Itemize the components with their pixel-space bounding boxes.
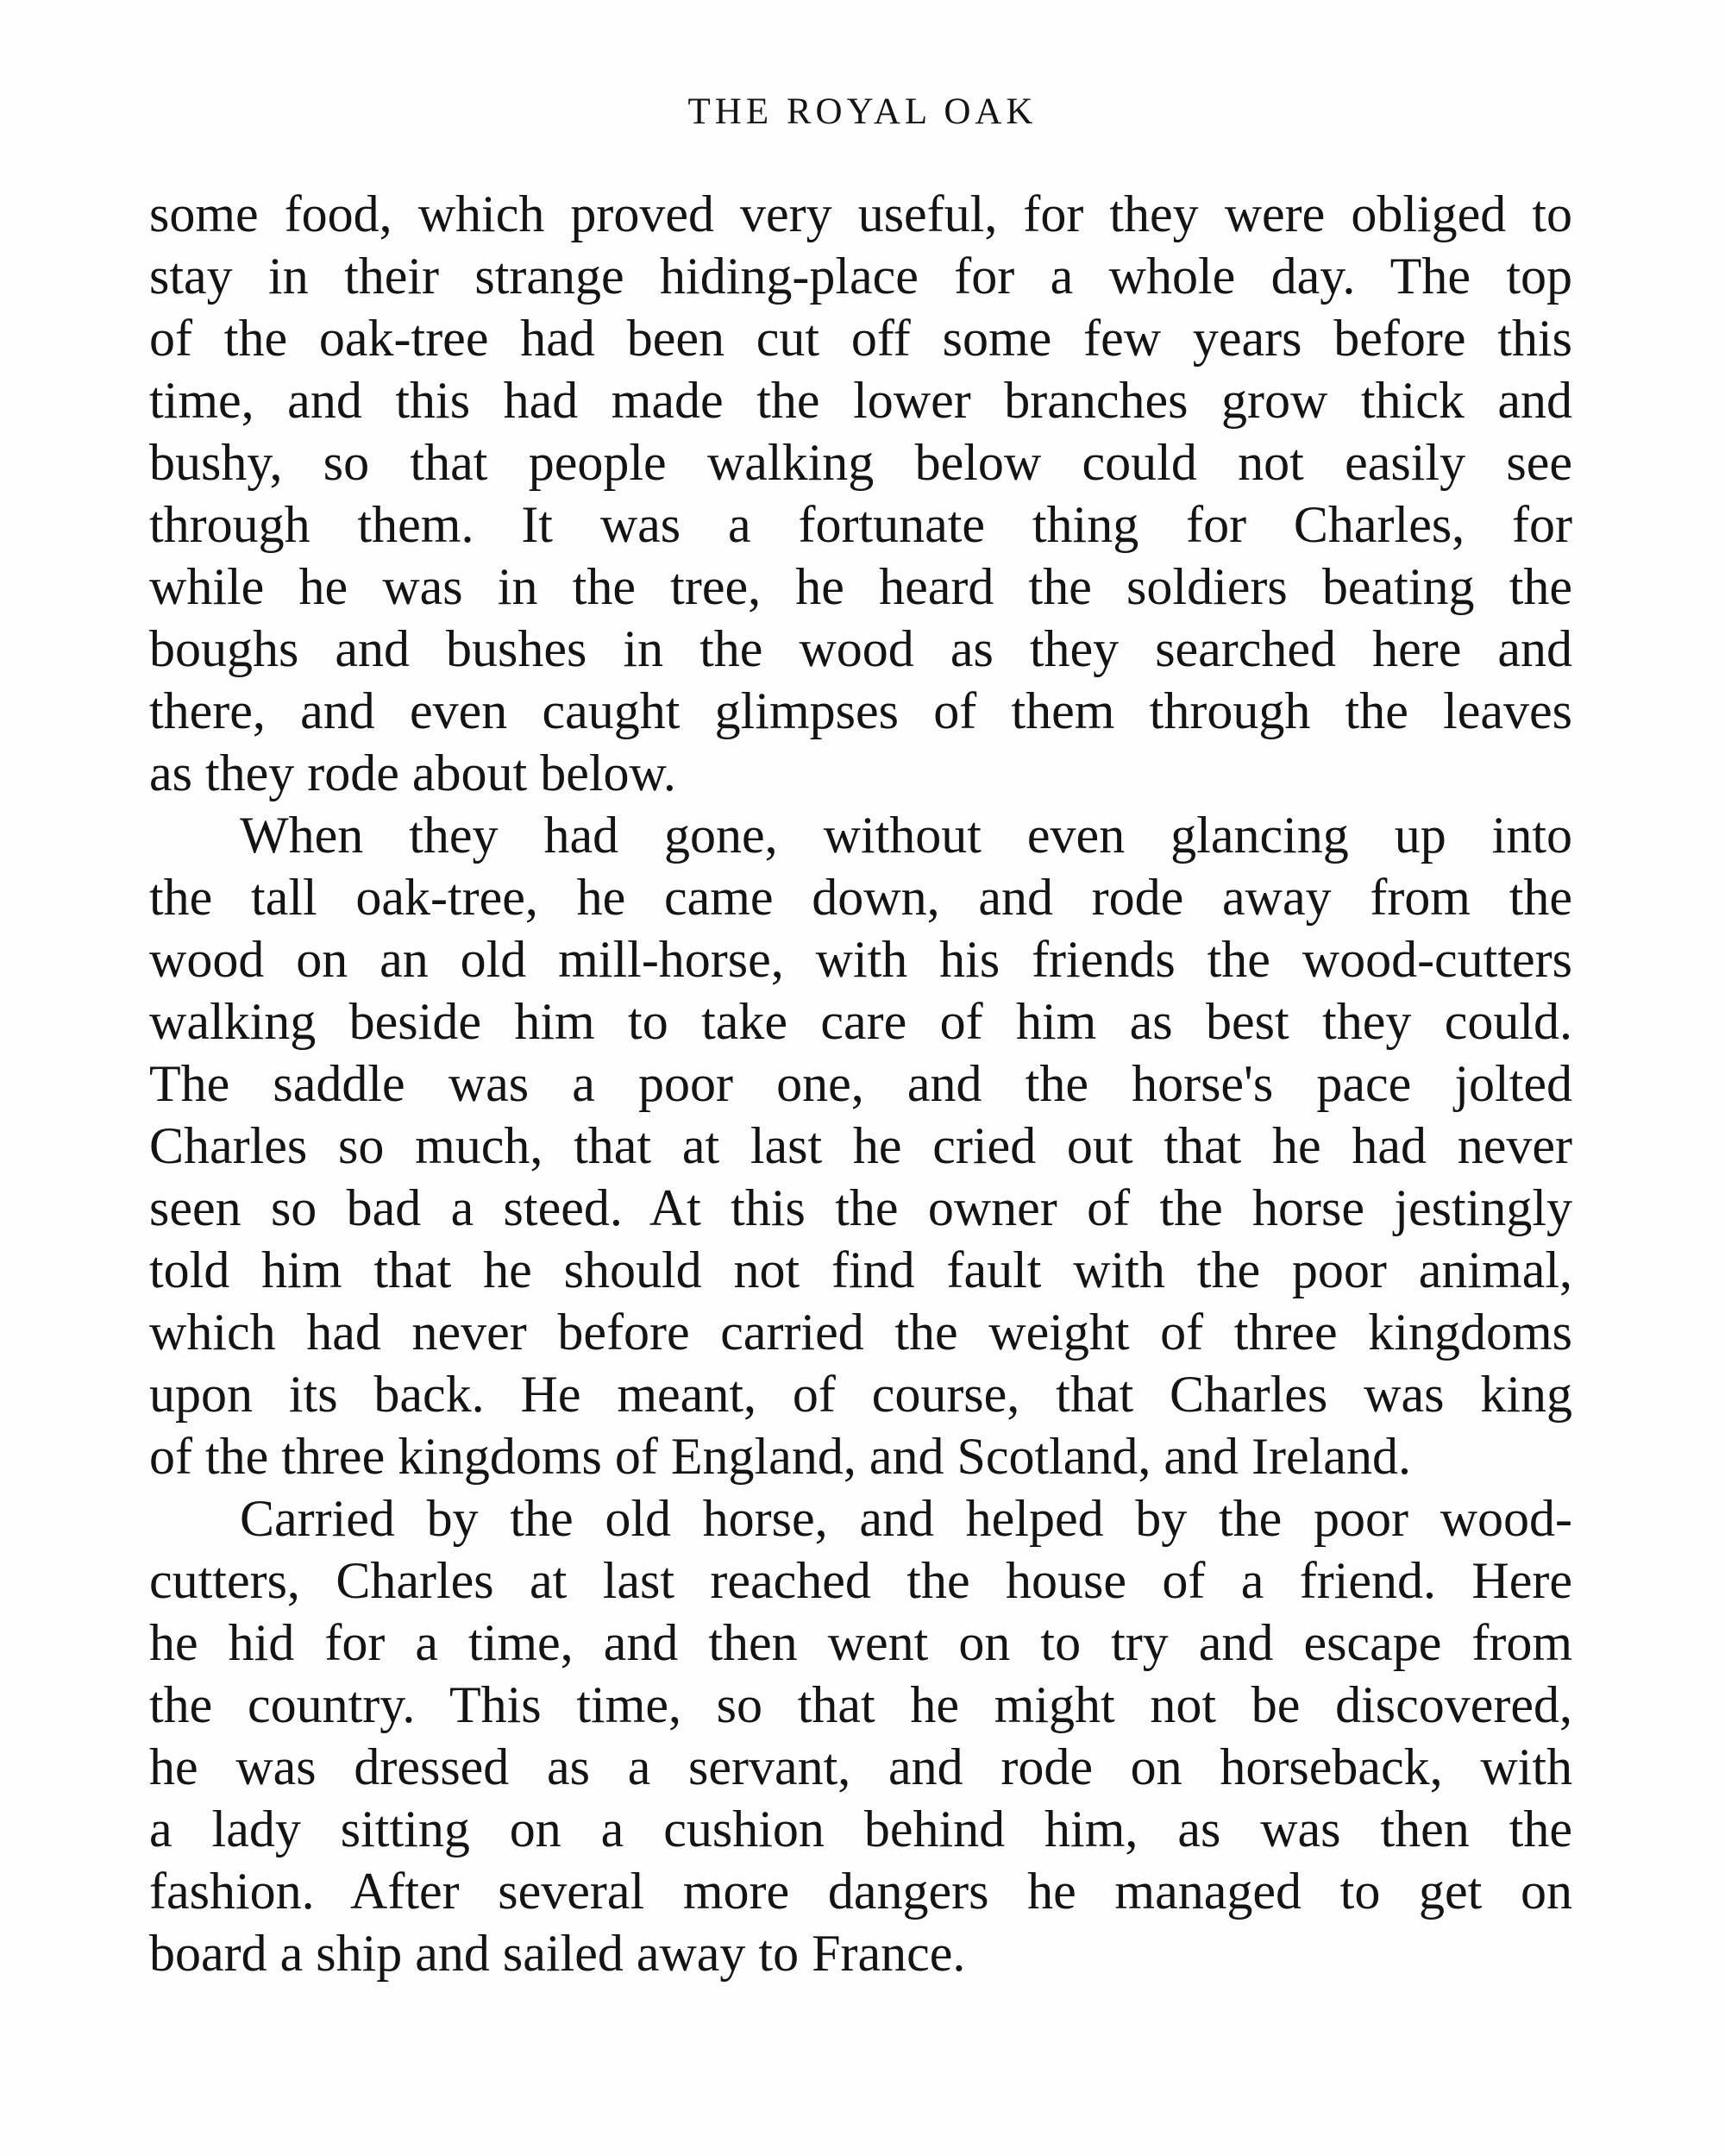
text-line: the country. This time, so that he might not be discovered,: [149, 1676, 1572, 1733]
paragraph-2: [149, 804, 1572, 1487]
text-line: The saddle was a poor one, and the horse's pace jolted: [149, 1055, 1572, 1112]
text-line: which had never before carried the weight of three kingdoms: [149, 1304, 1572, 1361]
text-line: some food, which proved very useful, for they were obliged to: [149, 185, 1572, 242]
paragraph-1: [149, 183, 1572, 804]
text-line: he hid for a time, and then went on to try and escape from: [149, 1614, 1572, 1671]
text-line: told him that he should not find fault with the poor animal,: [149, 1241, 1572, 1298]
text-line: of the oak-tree had been cut off some few years before this: [149, 310, 1572, 367]
running-title: THE ROYAL OAK: [687, 91, 1038, 132]
text-line: while he was in the tree, he heard the soldiers beating the: [149, 558, 1572, 615]
paragraph-3: [149, 1487, 1572, 1984]
text-line: time, and this had made the lower branches grow thick and: [149, 372, 1572, 429]
text-line: Carried by the old horse, and helped by the poor wood-: [240, 1490, 1572, 1547]
text-line: fashion. After several more dangers he managed to get on: [149, 1863, 1572, 1920]
text-line: the tall oak-tree, he came down, and rode away from the: [149, 869, 1572, 926]
text-line: through them. It was a fortunate thing for Charles, for: [149, 496, 1572, 553]
text-line: upon its back. He meant, of course, that Charles was king: [149, 1366, 1572, 1423]
text-line: of the three kingdoms of England, and Scotland, and Ireland.: [149, 1428, 1411, 1485]
text-line: he was dressed as a servant, and rode on horseback, with: [149, 1738, 1572, 1795]
text-line: stay in their strange hiding-place for a whole day. The top: [149, 248, 1572, 305]
text-line: seen so bad a steed. At this the owner of the horse jestingly: [149, 1179, 1572, 1236]
body-text: [149, 183, 1572, 1984]
text-line: walking beside him to take care of him as best they could.: [149, 993, 1572, 1050]
text-line: cutters, Charles at last reached the house of a friend. Here: [149, 1552, 1572, 1609]
text-line: wood on an old mill-horse, with his friends the wood-cutters: [149, 931, 1572, 988]
text-line: as they rode about below.: [149, 745, 676, 801]
text-line: Charles so much, that at last he cried out that he had never: [149, 1117, 1572, 1174]
text-line: When they had gone, without even glancing up into: [240, 807, 1572, 864]
text-line: boughs and bushes in the wood as they searched here and: [149, 620, 1572, 677]
text-line: a lady sitting on a cushion behind him, as was then the: [149, 1801, 1572, 1857]
text-line: board a ship and sailed away to France.: [149, 1925, 966, 1982]
text-line: bushy, so that people walking below could not easily see: [149, 434, 1572, 491]
text-line: there, and even caught glimpses of them through the leaves: [149, 682, 1572, 739]
